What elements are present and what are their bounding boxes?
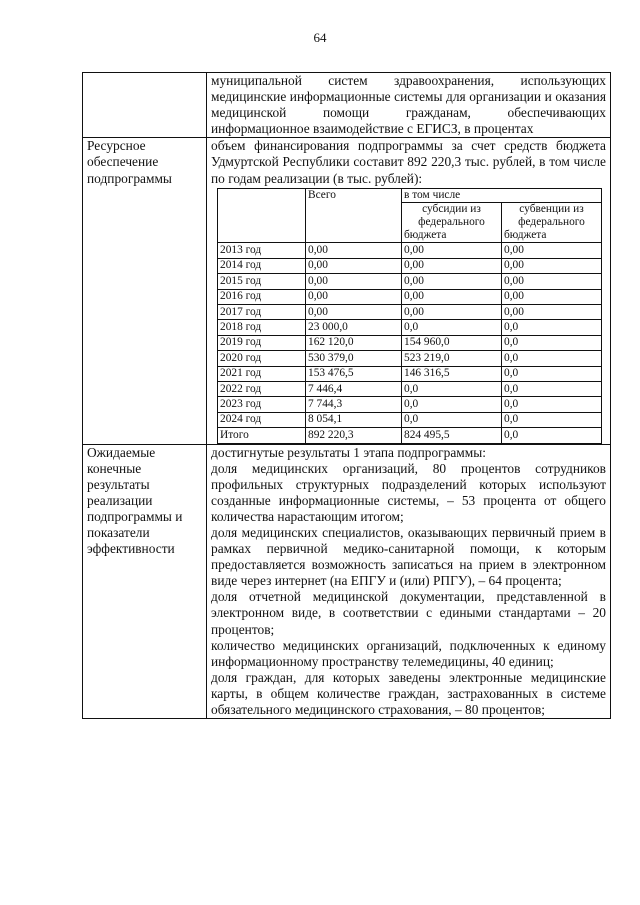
header-including: в том числе [402,188,602,202]
cell-subsidies: 0,00 [402,289,502,304]
cell-subventions: 0,0 [502,351,602,366]
cell-total: 7 744,3 [306,397,402,412]
cell-year: 2017 год [218,305,306,320]
cell-year: 2019 год [218,335,306,350]
funding-row [218,428,602,443]
cell-subsidies: 0,00 [402,305,502,320]
cell-year: 2024 год [218,412,306,427]
cell-total: 530 379,0 [306,351,402,366]
cell-subsidies: 0,00 [402,243,502,258]
header-total: Всего [306,188,402,243]
cell-subsidies: 0,00 [402,258,502,273]
cell-subventions: 0,0 [502,366,602,381]
cell-subsidies: 0,00 [402,274,502,289]
funding-row [218,274,602,289]
funding-row [218,258,602,273]
cell-total: 0,00 [306,258,402,273]
cell-total: 7 446,4 [306,381,402,396]
cell-subventions: 0,00 [502,305,602,320]
cell-year: 2023 год [218,397,306,412]
funding-header-row-1 [218,188,602,202]
cell-subventions: 0,00 [502,258,602,273]
cell-subsidies: 523 219,0 [402,351,502,366]
cell-year: 2015 год [218,274,306,289]
funding-table [217,188,602,444]
row-resources [83,138,611,444]
row-results [83,444,611,719]
cell-subventions: 0,0 [502,412,602,427]
page-number: 64 [313,30,327,45]
row2-text: объем финансирования подпрограммы за счет средств бюджета Удмуртской Республики составит 892 220,3 тыс. рублей, в том числе по годам реализации (в тыс. рублей): [211,138,606,186]
cell-total: 8 054,1 [306,412,402,427]
cell-subventions: 0,00 [502,243,602,258]
funding-row [218,381,602,396]
cell-total: 0,00 [306,289,402,304]
cell-year: 2022 год [218,381,306,396]
funding-row [218,243,602,258]
row3-results [207,444,611,719]
funding-row [218,305,602,320]
funding-row [218,366,602,381]
row1-text: муниципальной систем здравоохранения, использующих медицинские информационные системы для организации и оказания медицинской помощи гражданам, обеспечивающих информационное взаимодействие с ЕГИСЗ, в процентах [207,73,611,138]
row3-label: Ожидаемые конечные результаты реализации подпрограммы и показатели эффективности [83,444,207,719]
cell-subventions: 0,0 [502,335,602,350]
funding-row [218,335,602,350]
funding-body [218,243,602,443]
header-year [218,188,306,243]
cell-total: 162 120,0 [306,335,402,350]
cell-year: 2014 год [218,258,306,273]
cell-subsidies: 154 960,0 [402,335,502,350]
result-paragraph: достигнутые результаты 1 этапа подпрограммы: [211,444,486,460]
cell-year: Итого [218,428,306,443]
cell-total: 0,00 [306,243,402,258]
funding-row [218,412,602,427]
funding-row [218,320,602,335]
result-paragraph: количество медицинских организаций, подключенных к единому информационному пространству телемедицины, 40 единиц; [211,637,606,669]
funding-row [218,397,602,412]
header-federal-subsidies: субсидии из федерального бюджета [402,202,502,243]
cell-total: 0,00 [306,274,402,289]
cell-subventions: 0,0 [502,428,602,443]
cell-subventions: 0,0 [502,397,602,412]
cell-total: 153 476,5 [306,366,402,381]
cell-subsidies: 0,0 [402,381,502,396]
cell-total: 892 220,3 [306,428,402,443]
cell-subsidies: 0,0 [402,397,502,412]
row2-label: Ресурсное обеспечение подпрограммы [83,138,207,444]
cell-year: 2018 год [218,320,306,335]
result-paragraph: доля граждан, для которых заведены электронные медицинские карты, в общем количестве граждан, застрахованных в системе обязательного медицинского страхования, – 80 процентов; [211,669,606,718]
row2-cell [207,138,611,444]
cell-year: 2021 год [218,366,306,381]
cell-total: 23 000,0 [306,320,402,335]
result-paragraph: доля медицинских специалистов, оказывающих первичный прием в рамках первичной медико-санитарной помощи, к которым предоставляется возможность записаться на прием в электронном виде через интернет (на ЕПГУ и (или) РПГУ), – 64 процента; [211,525,606,589]
row1-label [83,73,207,138]
funding-row [218,289,602,304]
cell-subsidies: 824 495,5 [402,428,502,443]
cell-subsidies: 0,0 [402,320,502,335]
funding-row [218,351,602,366]
cell-total: 0,00 [306,305,402,320]
cell-subventions: 0,00 [502,289,602,304]
header-federal-subventions: субвенции из федерального бюджета [502,202,602,243]
cell-subventions: 0,0 [502,320,602,335]
passport-table [82,72,611,719]
cell-year: 2020 год [218,351,306,366]
result-paragraph: доля отчетной медицинской документации, представленной в электронном виде, в соответствии с едиными стандартами – 20 процентов; [211,589,606,637]
cell-subventions: 0,0 [502,381,602,396]
cell-subsidies: 0,0 [402,412,502,427]
result-paragraph: доля медицинских организаций, 80 процентов сотрудников профильных структурных подразделений которых используют созданные информационные системы, – 53 процента от общего количества нарастающим итогом; [211,460,606,524]
cell-year: 2016 год [218,289,306,304]
cell-year: 2013 год [218,243,306,258]
row-continuation [83,73,611,138]
cell-subventions: 0,00 [502,274,602,289]
cell-subsidies: 146 316,5 [402,366,502,381]
